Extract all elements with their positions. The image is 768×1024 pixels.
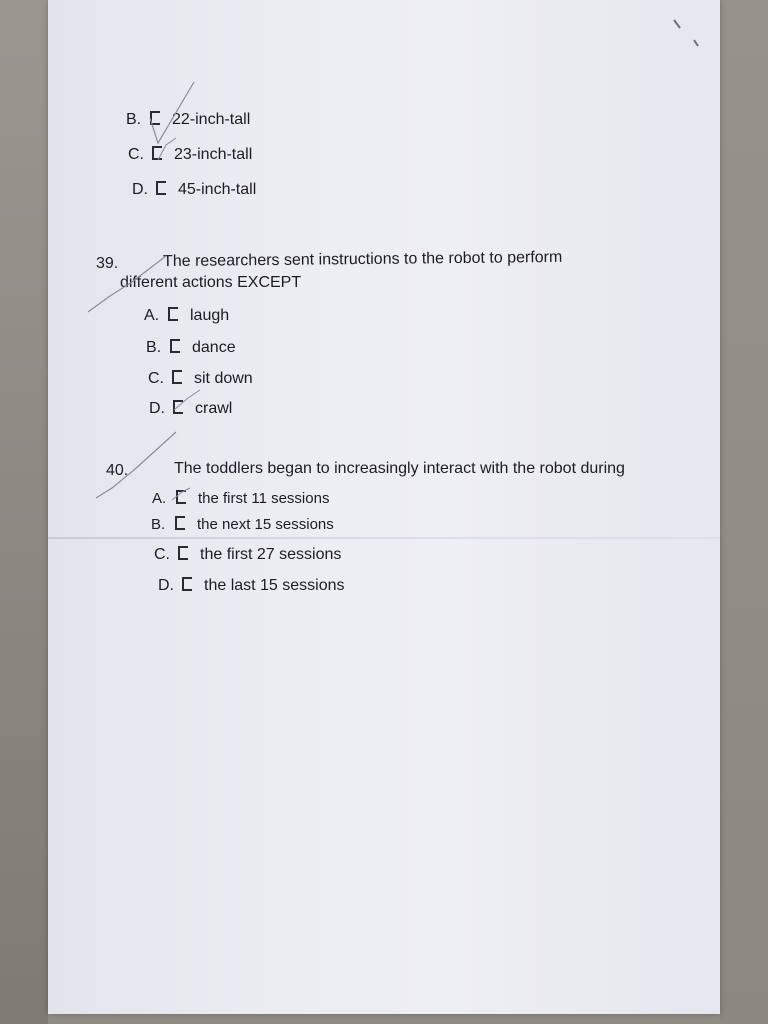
checkbox-icon[interactable] <box>182 577 192 591</box>
option-letter: A. <box>144 307 160 324</box>
option-text: dance <box>192 339 236 356</box>
checkbox-icon[interactable] <box>173 400 183 414</box>
q39-option-a[interactable] <box>144 306 229 326</box>
option-letter: B. <box>151 516 166 533</box>
option-letter: C. <box>128 146 144 163</box>
q40-option-b[interactable] <box>151 515 334 535</box>
option-text: laugh <box>190 307 230 324</box>
background-surface-right <box>720 0 768 1024</box>
option-letter: D. <box>132 181 148 198</box>
option-text: crawl <box>195 400 233 417</box>
q40-option-c[interactable] <box>154 545 341 565</box>
option-text: 23-inch-tall <box>174 146 253 163</box>
option-letter: D. <box>149 400 165 417</box>
q38-option-d[interactable] <box>132 180 256 200</box>
q40-option-a[interactable] <box>152 489 329 509</box>
option-text: the first 27 sessions <box>200 546 342 563</box>
paper-fold-crease <box>48 537 720 539</box>
option-text: the first 11 sessions <box>198 490 330 507</box>
option-letter: B. <box>146 339 162 356</box>
option-letter: D. <box>158 577 174 594</box>
q39-option-b[interactable] <box>146 338 236 358</box>
option-letter: B. <box>126 111 142 128</box>
checkbox-icon[interactable] <box>152 146 162 160</box>
option-letter: C. <box>148 370 164 387</box>
checkbox-icon[interactable] <box>168 307 178 321</box>
exam-paper <box>48 0 720 1014</box>
q38-option-b[interactable] <box>126 110 250 130</box>
q39-question-line2: different actions EXCEPT <box>120 274 302 291</box>
option-text: the next 15 sessions <box>197 516 334 533</box>
option-letter: A. <box>152 490 167 507</box>
checkbox-icon[interactable] <box>150 111 160 125</box>
q40-question: The toddlers began to increasingly interact with the robot during <box>174 460 625 477</box>
checkbox-icon[interactable] <box>172 370 182 384</box>
checkbox-icon[interactable] <box>156 181 166 195</box>
option-text: sit down <box>194 370 253 387</box>
option-text: the last 15 sessions <box>204 577 345 594</box>
q39-question-line1: The researchers sent instructions to the robot to perform <box>162 248 563 271</box>
background-surface-left <box>0 0 48 1024</box>
option-letter: C. <box>154 546 170 563</box>
q39-option-d[interactable] <box>149 399 232 419</box>
checkbox-icon[interactable] <box>170 339 180 353</box>
q38-option-c[interactable] <box>128 145 252 165</box>
q40-number: 40. <box>106 462 129 479</box>
checkbox-icon[interactable] <box>178 546 188 560</box>
option-text: 22-inch-tall <box>172 111 251 128</box>
q40-option-d[interactable] <box>158 576 345 596</box>
ink-dot <box>674 20 680 28</box>
option-text: 45-inch-tall <box>178 181 257 198</box>
checkbox-icon[interactable] <box>176 490 186 504</box>
q39-option-c[interactable] <box>148 369 253 389</box>
checkbox-icon[interactable] <box>175 516 185 530</box>
q39-number: 39. <box>96 255 119 272</box>
ink-dot <box>694 40 698 46</box>
